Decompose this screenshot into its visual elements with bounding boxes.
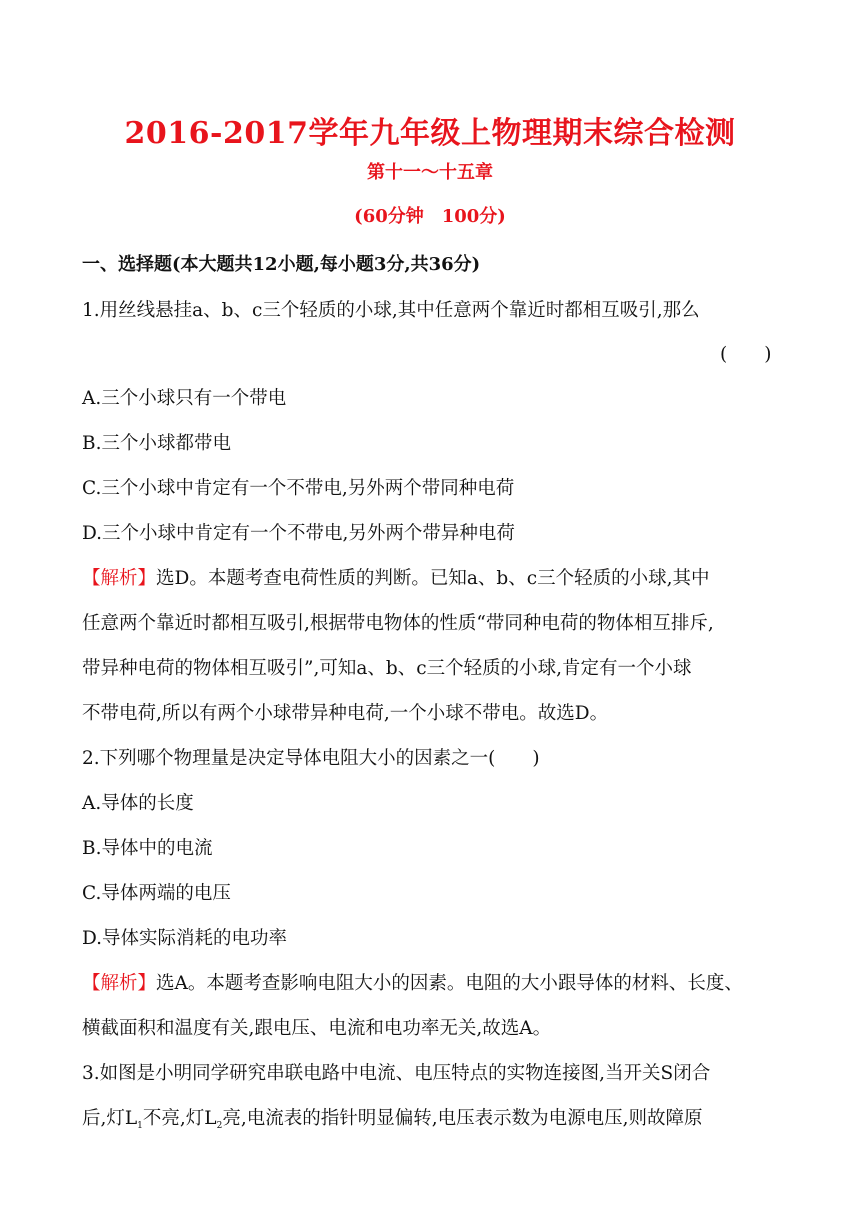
q1-analysis-line-1 <box>82 564 709 590</box>
q3-text: 不亮,灯L <box>142 1108 217 1129</box>
q2-analysis-line-2: 横截面积和温度有关,跟电压、电流和电功率无关,故选A。 <box>82 1018 552 1039</box>
q1-option-c: C.三个小球中肯定有一个不带电,另外两个带同种电荷 <box>82 478 515 499</box>
subscript-2: 2 <box>216 1121 223 1131</box>
page-title: 2016-2017学年九年级上物理期末综合检测 <box>124 116 736 151</box>
q2-option-d: D.导体实际消耗的电功率 <box>82 928 288 949</box>
section-heading: 一、选择题(本大题共12小题,每小题3分,共36分) <box>82 254 481 275</box>
q2-analysis-line-1 <box>82 969 743 995</box>
q3-text: 后,灯L <box>82 1108 138 1129</box>
q3-stem-line-1: 3.如图是小明同学研究串联电路中电流、电压特点的实物连接图,当开关S闭合 <box>82 1063 711 1084</box>
q2-option-a: A.导体的长度 <box>82 793 194 814</box>
q1-option-b: B.三个小球都带电 <box>82 433 231 454</box>
q3-stem-line-2 <box>82 1104 702 1130</box>
q1-answer-blank: ( ) <box>720 344 772 365</box>
q3-text: 亮,电流表的指针明显偏转,电压表示数为电源电压,则故障原 <box>222 1108 703 1129</box>
chapter-range: 第十一～十五章 <box>367 162 493 183</box>
analysis-text: 选A。本题考查影响电阻大小的因素。电阻的大小跟导体的材料、长度、 <box>156 973 743 994</box>
q1-option-d: D.三个小球中肯定有一个不带电,另外两个带异种电荷 <box>82 523 515 544</box>
q1-analysis-line-3: 带异种电荷的物体相互吸引”,可知a、b、c三个轻质的小球,肯定有一个小球 <box>82 658 692 679</box>
q1-stem: 1.用丝线悬挂a、b、c三个轻质的小球,其中任意两个靠近时都相互吸引,那么 <box>82 300 700 321</box>
q2-option-c: C.导体两端的电压 <box>82 883 231 904</box>
exam-duration-score: (60分钟 100分) <box>354 206 506 227</box>
q1-option-a: A.三个小球只有一个带电 <box>82 388 287 409</box>
analysis-tag: 【解析】 <box>82 568 157 589</box>
analysis-tag: 【解析】 <box>82 973 157 994</box>
q1-analysis-line-2: 任意两个靠近时都相互吸引,根据带电物体的性质“带同种电荷的物体相互排斥, <box>82 613 714 634</box>
subscript-1: 1 <box>137 1121 143 1131</box>
analysis-text: 选D。本题考查电荷性质的判断。已知a、b、c三个轻质的小球,其中 <box>156 568 710 589</box>
q1-analysis-line-4: 不带电荷,所以有两个小球带异种电荷,一个小球不带电。故选D。 <box>82 703 609 724</box>
q2-option-b: B.导体中的电流 <box>82 838 213 859</box>
q2-stem: 2.下列哪个物理量是决定导体电阻大小的因素之一( ) <box>82 748 540 769</box>
